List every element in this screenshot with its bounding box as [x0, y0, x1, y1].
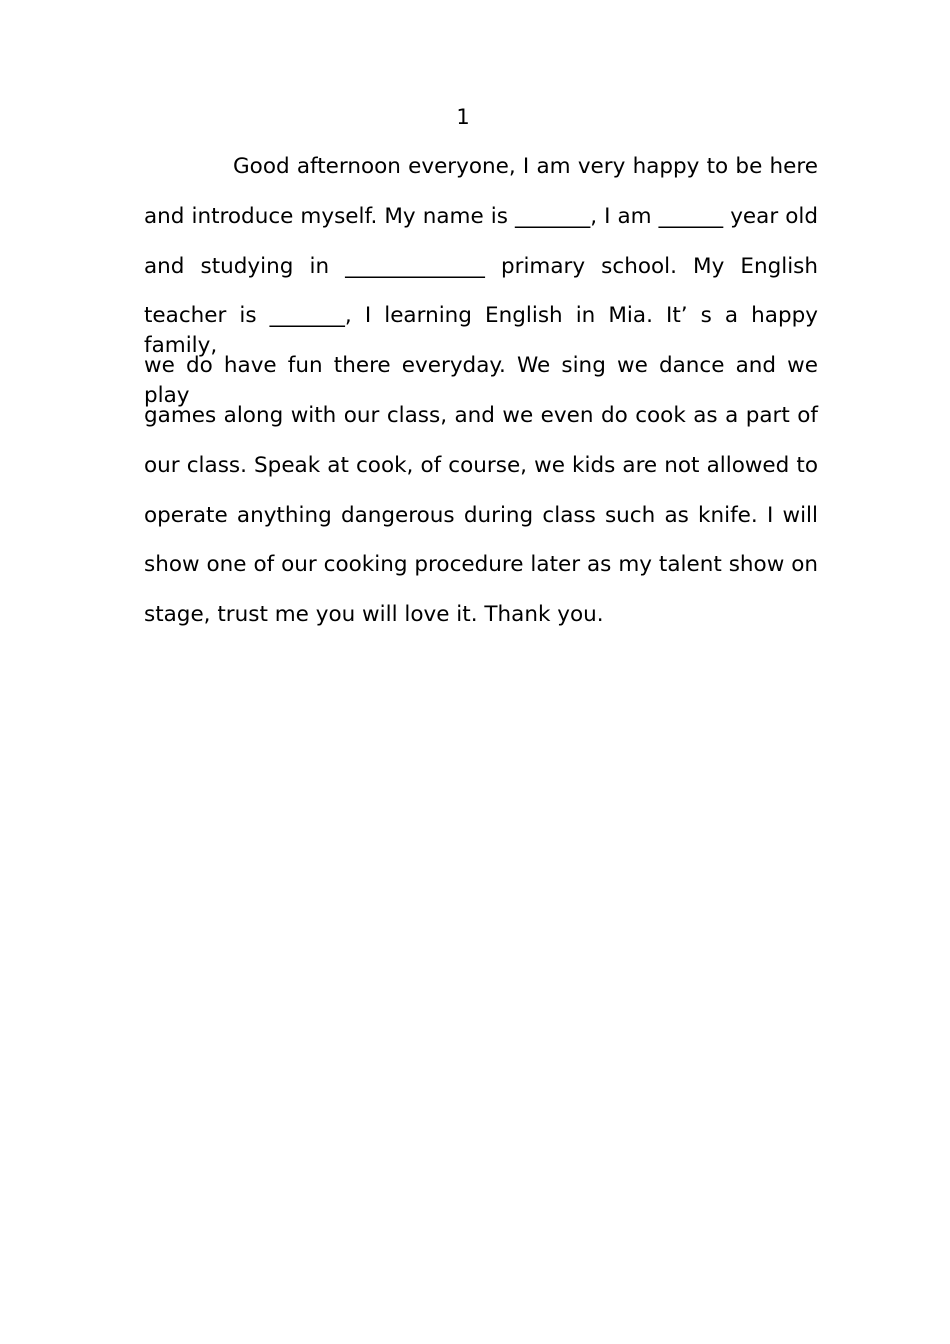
paragraph-line: operate anything dangerous during class such as knife. I will — [144, 502, 818, 528]
paragraph-line: our class. Speak at cook, of course, we kids are not allowed to — [144, 452, 818, 478]
paragraph-line: games along with our class, and we even do cook as a part of — [144, 402, 818, 428]
paragraph-line: and studying in _____________ primary school. My English — [144, 253, 818, 279]
paragraph-line: stage, trust me you will love it. Thank you. — [144, 602, 604, 628]
paragraph-line: and introduce myself. My name is _______, I am ______ year old — [144, 203, 818, 229]
paragraph-line: teacher is _______, I learning English in Mia. It’ s a happy family, — [144, 303, 818, 359]
paragraph-line: show one of our cooking procedure later as my talent show on — [144, 552, 818, 578]
page-number: 1 — [456, 105, 470, 129]
paragraph-line: Good afternoon everyone, I am very happy to be here — [233, 154, 818, 179]
introduction-paragraph — [144, 152, 818, 650]
paragraph-line: we do have fun there everyday. We sing we dance and we play — [144, 353, 818, 409]
